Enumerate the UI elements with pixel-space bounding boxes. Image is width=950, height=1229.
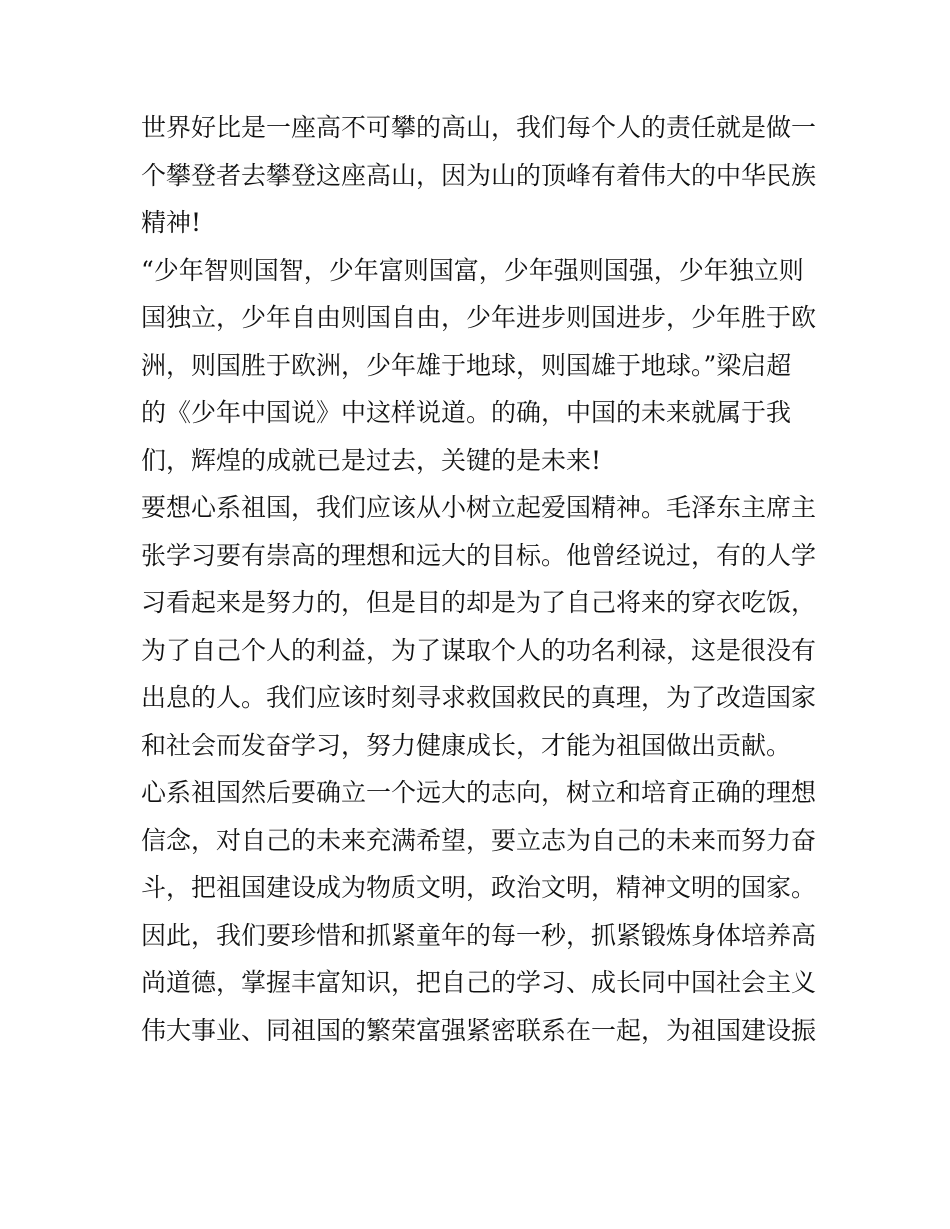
text-line: 为了自己个人的利益，为了谋取个人的功名利禄，这是很没有: [141, 635, 817, 665]
text-line: 张学习要有崇高的理想和远大的目标。他曾经说过，有的人学: [141, 540, 817, 570]
text-line: 洲，则国胜于欧洲，少年雄于地球，则国雄于地球。”梁启超: [141, 350, 792, 380]
text-line: 心系祖国然后要确立一个远大的志向，树立和培育正确的理想: [141, 778, 817, 807]
text-line: 尚道德，掌握丰富知识，把自己的学习、成长同中国社会主义: [141, 968, 817, 997]
text-line: 世界好比是一座高不可攀的高山，我们每个人的责任就是做一: [141, 113, 817, 142]
text-line: “少年智则国智，少年富则国富，少年强则国强，少年独立则: [141, 255, 804, 285]
text-line: 国独立，少年自由则国自由，少年进步则国进步，少年胜于欧: [141, 303, 817, 332]
text-line: 因此，我们要珍惜和抓紧童年的每一秒，抓紧锻炼身体培养高: [141, 920, 817, 950]
text-line: 们，辉煌的成就已是过去，关键的是未来!: [141, 445, 602, 475]
text-line: 出息的人。我们应该时刻寻求救国救民的真理，为了改造国家: [141, 683, 817, 712]
text-line: 和社会而发奋学习，努力健康成长，才能为祖国做出贡献。: [141, 730, 792, 760]
text-line: 精神!: [141, 208, 202, 237]
body-text: [141, 104, 821, 1054]
text-line: 斗，把祖国建设成为物质文明，政治文明，精神文明的国家。: [141, 873, 817, 902]
text-line: 个攀登者去攀登这座高山，因为山的顶峰有着伟大的中华民族: [141, 160, 817, 190]
text-line: 要想心系祖国，我们应该从小树立起爱国精神。毛泽东主席主: [141, 493, 817, 522]
text-line: 伟大事业、同祖国的繁荣富强紧密联系在一起，为祖国建设振: [141, 1015, 817, 1045]
text-line: 的《少年中国说》中这样说道。的确，中国的未来就属于我: [141, 398, 792, 427]
text-line: 习看起来是努力的，但是目的却是为了自己将来的穿衣吃饭，: [141, 588, 817, 617]
text-line: 信念，对自己的未来充满希望，要立志为自己的未来而努力奋: [141, 825, 817, 855]
